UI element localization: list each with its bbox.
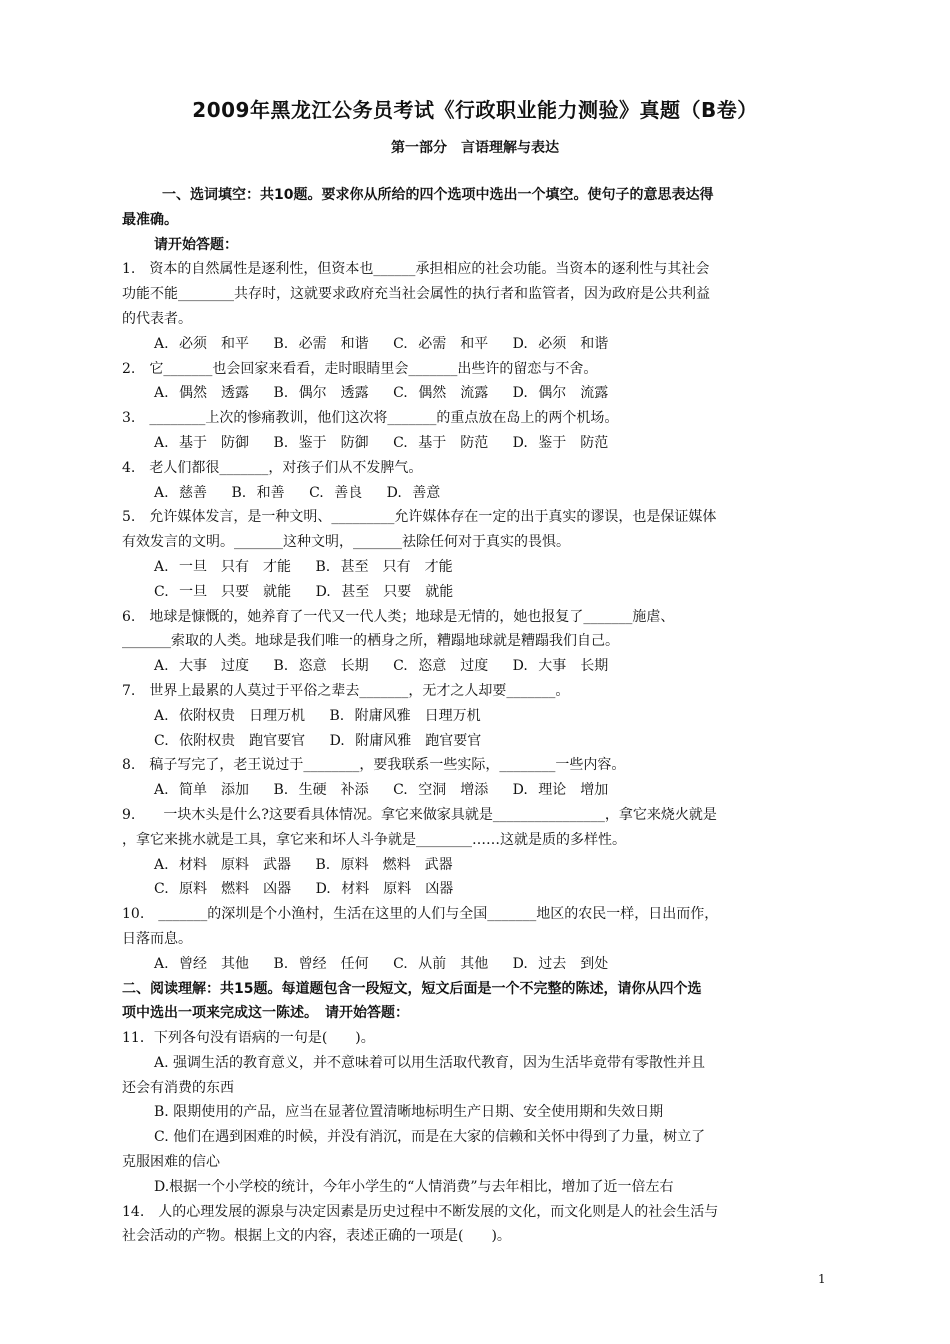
question-4: 4. 老人们都很_______，对孩子们从不发脾气。 xyxy=(122,459,423,476)
question-5-options: A. 一旦 只有 才能 B. 甚至 只有 才能 xyxy=(154,558,453,575)
question-11-option-c-cont: 克服困难的信心 xyxy=(122,1154,220,1171)
question-10-options: A. 曾经 其他 B. 曾经 任何 C. 从前 其他 D. 过去 到处 xyxy=(154,955,609,972)
question-10-cont: 日落而息。 xyxy=(122,930,192,947)
section1-instruction-cont: 最准确。 xyxy=(122,211,178,228)
question-9-options: C. 原料 燃料 凶器 D. 材料 原料 凶器 xyxy=(154,881,454,898)
question-2-options: A. 偶然 透露 B. 偶尔 透露 C. 偶然 流露 D. 偶尔 流露 xyxy=(154,385,609,402)
question-1-cont: 功能不能________共存时，这就要求政府充当社会属性的执行者和监管者，因为政府是公共利益 xyxy=(122,286,710,303)
question-6-cont: _______索取的人类。地球是我们唯一的栖身之所，糟蹋地球就是糟蹋我们自己。 xyxy=(122,633,619,650)
question-5: 5. 允许媒体发言，是一种文明、_________允许媒体存在一定的出于真实的谬误，也是保证媒体 xyxy=(122,509,717,526)
question-11-option-c: C. 他们在遇到困难的时候，并没有消沉，而是在大家的信赖和关怀中得到了力量，树立了 xyxy=(154,1129,706,1146)
question-3: 3. ________上次的惨痛教训，他们这次将_______的重点放在岛上的两个机场。 xyxy=(122,410,619,427)
section2-instruction-cont: 项中选出一项来完成这一陈述。 请开始答题： xyxy=(122,1005,409,1022)
question-8-options: A. 简单 添加 B. 生硬 补添 C. 空洞 增添 D. 理论 增加 xyxy=(154,782,609,799)
question-14: 14. 人的心理发展的源泉与决定因素是历史过程中不断发展的文化，而文化则是人的社会生活与 xyxy=(122,1203,719,1220)
question-5-cont: 有效发言的文明。_______这种文明，_______祛除任何对于真实的畏惧。 xyxy=(122,534,570,551)
page-number: 1 xyxy=(818,1272,826,1286)
question-6: 6. 地球是慷慨的，她养育了一代又一代人类；地球是无情的，她也报复了_______施虐、 xyxy=(122,608,675,625)
question-11-option-b: B. 限期使用的产品，应当在显著位置清晰地标明生产日期、安全使用期和失效日期 xyxy=(154,1104,664,1121)
question-4-options: A. 慈善 B. 和善 C. 善良 D. 善意 xyxy=(154,484,441,501)
question-6-options: A. 大事 过度 B. 恣意 长期 C. 恣意 过度 D. 大事 长期 xyxy=(154,658,609,675)
question-11-option-a: A. 强调生活的教育意义，并不意味着可以用生活取代教育，因为生活毕竟带有零散性并且 xyxy=(154,1054,706,1071)
question-7-options: C. 依附权贵 跑官要官 D. 附庸风雅 跑官要官 xyxy=(154,732,482,749)
page-title: 2009年黑龙江公务员考试《行政职业能力测验》真题（B卷） xyxy=(192,98,758,122)
question-8: 8. 稿子写完了，老王说过于________，要我联系一些实际，________一些内容。 xyxy=(122,757,626,774)
section1-start: 请开始答题： xyxy=(154,236,238,253)
question-7: 7. 世界上最累的人莫过于平俗之辈去_______，无才之人却要_______。 xyxy=(122,682,570,699)
question-11: 11．下列各句没有语病的一句是( )。 xyxy=(122,1030,375,1047)
question-11-option-a-cont: 还会有消费的东西 xyxy=(122,1079,234,1096)
section-subtitle: 第一部分 言语理解与表达 xyxy=(391,140,559,156)
document-body xyxy=(122,183,832,1249)
question-11-option-d: D.根据一个小学校的统计，今年小学生的“人情消费”与去年相比，增加了近一倍左右 xyxy=(154,1178,674,1195)
question-9-cont: ，拿它来挑水就是工具，拿它来和坏人斗争就是________……这就是质的多样性。 xyxy=(122,831,626,848)
section1-instruction: 一、选词填空：共10题。要求你从所给的四个选项中选出一个填空。使句子的意思表达得 xyxy=(162,187,714,203)
question-5-options: C. 一旦 只要 就能 D. 甚至 只要 就能 xyxy=(154,583,454,600)
question-3-options: A. 基于 防御 B. 鉴于 防御 C. 基于 防范 D. 鉴于 防范 xyxy=(154,434,609,451)
section2-instruction: 二、阅读理解：共15题。每道题包含一段短文，短文后面是一个不完整的陈述，请你从四个选 xyxy=(122,980,702,997)
question-10: 10. _______的深圳是个小渔村，生活在这里的人们与全国_______地区的农民一样，日出而作， xyxy=(122,906,719,923)
question-1-cont: 的代表者。 xyxy=(122,310,192,327)
question-1: 1. 资本的自然属性是逐利性，但资本也______承担相应的社会功能。当资本的逐利性与其社会 xyxy=(122,261,710,278)
question-14-cont: 社会活动的产物。根据上文的内容，表述正确的一项是( )。 xyxy=(122,1228,511,1245)
question-7-options: A. 依附权贵 日理万机 B. 附庸风雅 日理万机 xyxy=(154,707,481,724)
question-9: 9. 一块木头是什么?这要看具体情况。拿它来做家具就是________________，拿它来烧火就是 xyxy=(122,806,717,823)
question-9-options: A. 材料 原料 武器 B. 原料 燃料 武器 xyxy=(154,856,453,873)
question-2: 2. 它_______也会回家来看看，走时眼睛里会_______出些许的留恋与不舍。 xyxy=(122,360,598,377)
question-1-options: A. 必须 和平 B. 必需 和谐 C. 必需 和平 D. 必须 和谐 xyxy=(154,335,609,352)
